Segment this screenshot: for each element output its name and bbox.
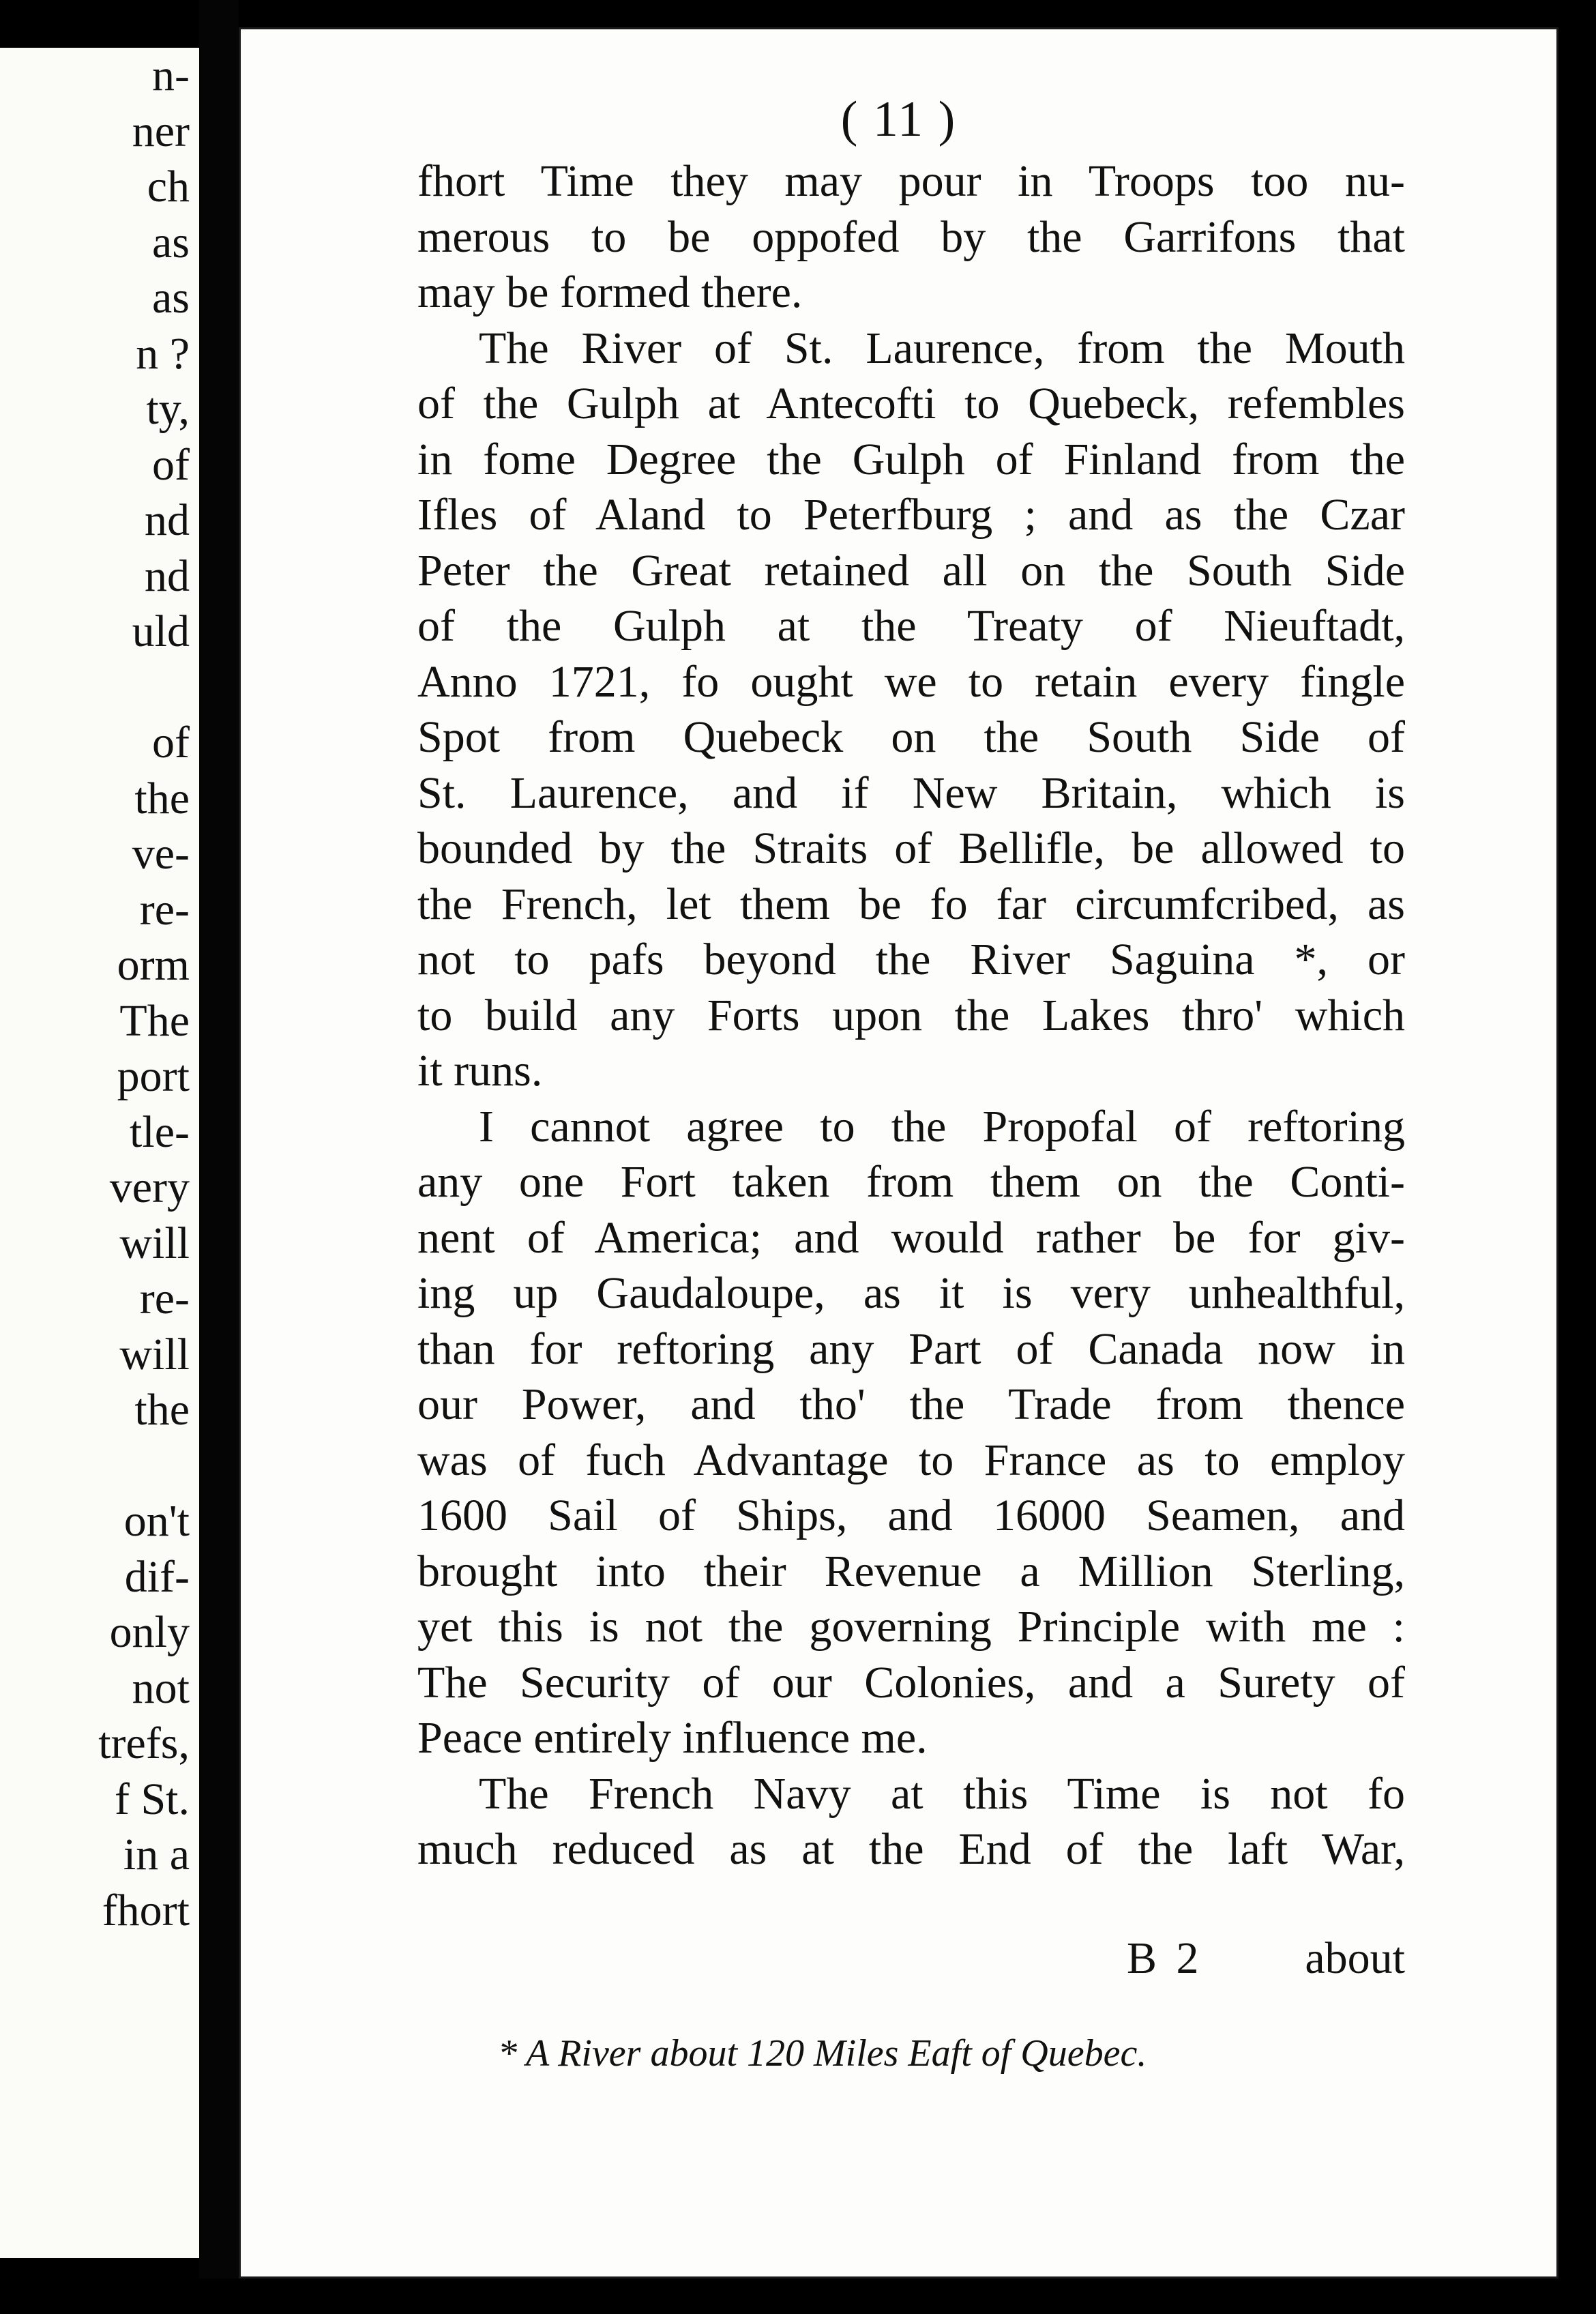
text-line: of the Gulph at the Treaty of Nieuftadt, xyxy=(417,601,1405,651)
left-page-line: will xyxy=(119,1329,190,1379)
text-line: brought into their Revenue a Million Sterling, xyxy=(417,1546,1405,1596)
left-page-line: port xyxy=(117,1051,190,1101)
left-page-line: n- xyxy=(152,50,190,100)
left-page-line: tle- xyxy=(130,1107,190,1157)
left-page-line: trefs, xyxy=(98,1718,190,1768)
left-page-line: not xyxy=(132,1663,190,1713)
left-page-line: only xyxy=(109,1607,190,1657)
text-line: not to pafs beyond the River Saguina *, or xyxy=(417,935,1405,984)
text-line: Ifles of Aland to Peterfburg ; and as the Czar xyxy=(417,490,1405,540)
left-page-line: ty, xyxy=(146,384,190,434)
left-page-text xyxy=(98,48,190,1938)
text-line: of the Gulph at Antecofti to Quebeck, refembles xyxy=(417,379,1405,428)
text-line: in fome Degree the Gulph of Finland from the xyxy=(417,434,1405,484)
text-line: The French Navy at this Time is not fo xyxy=(479,1768,1405,1819)
left-page-line: orm xyxy=(117,940,190,990)
left-page-line: as xyxy=(152,217,190,267)
text-line: Peace entirely influence me. xyxy=(417,1713,928,1763)
text-line: nent of America; and would rather be for giv- xyxy=(417,1212,1405,1263)
scan-border-top xyxy=(0,0,1596,27)
left-page-line: dif- xyxy=(124,1551,190,1602)
left-page-line: on't xyxy=(123,1496,190,1546)
text-line: was of fuch Advantage to France as to employ xyxy=(417,1435,1405,1485)
text-line: Anno 1721, fo ought we to retain every fingle xyxy=(417,656,1405,707)
catchword: about xyxy=(1305,1933,1405,1983)
footnote: * A River about 120 Miles Eaft of Quebec. xyxy=(498,2032,1147,2075)
text-line: than for reftoring any Part of Canada now in xyxy=(417,1323,1405,1374)
left-page-line: ner xyxy=(132,106,190,156)
left-page-line: the xyxy=(134,773,190,823)
text-line: yet this is not the governing Principle with me : xyxy=(417,1602,1405,1652)
text-line: may be formed there. xyxy=(417,267,803,317)
left-page-line: ch xyxy=(147,162,190,211)
text-line: the French, let them be fo far circumfcribed, as xyxy=(417,879,1405,929)
left-page-line: re- xyxy=(139,884,190,935)
text-line: The River of St. Laurence, from the Mouth xyxy=(479,323,1405,373)
body-text xyxy=(417,153,1405,1877)
text-line: St. Laurence, and if New Britain, which is xyxy=(417,767,1405,818)
left-page-line: of xyxy=(152,718,190,767)
signature-mark: B 2 xyxy=(1127,1933,1203,1983)
text-line: merous to be oppofed by the Garrifons that xyxy=(417,211,1405,262)
left-page-line xyxy=(98,660,190,716)
page-number: ( 11 ) xyxy=(840,91,957,147)
left-page-line: nd xyxy=(145,551,190,601)
text-line: Spot from Quebeck on the South Side of xyxy=(417,712,1405,762)
left-page-line: as xyxy=(152,273,190,323)
text-line: ing up Gaudaloupe, as it is very unhealthful, xyxy=(417,1268,1405,1318)
right-page xyxy=(239,27,1558,2279)
scan-border-bottom xyxy=(0,2279,1596,2314)
book-gutter xyxy=(199,0,239,2314)
left-page-line: uld xyxy=(132,606,190,656)
text-line: to build any Forts upon the Lakes thro' which xyxy=(417,990,1405,1040)
left-page-line: the xyxy=(134,1385,190,1435)
signature-line xyxy=(417,1931,1405,1987)
left-page-line: nd xyxy=(145,495,190,545)
text-line: our Power, and tho' the Trade from thence xyxy=(417,1379,1405,1429)
left-page-line: f St. xyxy=(114,1774,190,1824)
text-line: much reduced as at the End of the laft War, xyxy=(417,1824,1405,1874)
left-page-line: will xyxy=(119,1218,190,1268)
left-page-fragment xyxy=(0,48,201,2258)
text-line: Peter the Great retained all on the South Side xyxy=(417,545,1405,596)
left-page-line: fhort xyxy=(102,1885,190,1935)
left-page-line: n ? xyxy=(136,328,190,379)
left-page-line: very xyxy=(109,1162,190,1212)
left-page-line: ve- xyxy=(132,829,190,879)
text-line: any one Fort taken from them on the Conti- xyxy=(417,1157,1405,1207)
text-line: bounded by the Straits of Bellifle, be allowed to xyxy=(417,823,1405,873)
text-line: The Security of our Colonies, and a Surety of xyxy=(417,1657,1405,1708)
left-page-line: The xyxy=(119,995,190,1046)
left-page-line: in a xyxy=(123,1830,190,1879)
text-line: I cannot agree to the Propofal of reftoring xyxy=(479,1101,1405,1152)
left-page-line: of xyxy=(152,439,190,490)
text-line: fhort Time they may pour in Troops too nu- xyxy=(417,156,1405,206)
left-page-line: re- xyxy=(139,1274,190,1323)
text-line: 1600 Sail of Ships, and 16000 Seamen, and xyxy=(417,1491,1405,1540)
left-page-line xyxy=(98,1438,190,1494)
text-line: it runs. xyxy=(417,1046,543,1096)
